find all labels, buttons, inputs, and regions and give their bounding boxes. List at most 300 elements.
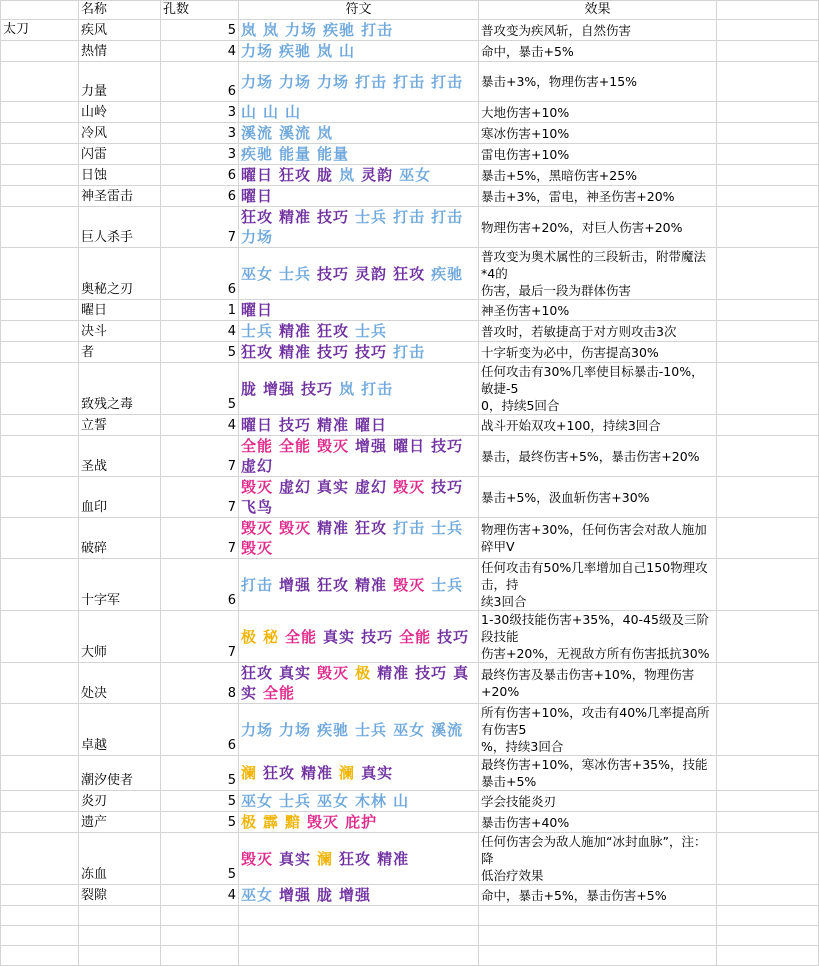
rune: 士兵: [279, 264, 312, 283]
category-cell[interactable]: [1, 41, 79, 62]
table-row: [1, 165, 819, 186]
effect-line: %，持续3回合: [481, 739, 564, 754]
category-cell[interactable]: [1, 812, 79, 833]
table-row: [1, 812, 819, 833]
effect-cell[interactable]: [479, 300, 717, 321]
rune: 岚: [241, 21, 258, 39]
rune: 技巧: [415, 664, 448, 682]
effect-cell[interactable]: [479, 165, 717, 186]
runes-cell[interactable]: [239, 20, 479, 41]
effect-line: 伤害+20%，无视敌方所有伤害抵抗30%: [481, 646, 710, 661]
effect-line: 暴击，最终伤害+5%，暴击伤害+20%: [481, 448, 700, 464]
slots-cell[interactable]: 6: [161, 704, 239, 756]
empty-cell[interactable]: [717, 704, 819, 756]
runes-cell[interactable]: [239, 186, 479, 207]
effect-line: 物理伤害+30%，任何伤害会对敌人施加碎甲V: [481, 522, 707, 554]
effect-cell[interactable]: [479, 207, 717, 248]
rune: 毁灭: [241, 539, 274, 557]
name-cell[interactable]: 处决: [79, 663, 161, 704]
effect-line: 寒冰伤害+10%: [481, 125, 570, 141]
table-row: [1, 663, 819, 704]
slots-cell[interactable]: 3: [161, 102, 239, 123]
empty-cell[interactable]: [717, 791, 819, 812]
rune: 狂攻: [279, 166, 312, 184]
effect-cell[interactable]: [479, 342, 717, 363]
name-cell[interactable]: 者: [79, 342, 161, 363]
rune: 极: [241, 813, 258, 831]
effect-cell[interactable]: [479, 123, 717, 144]
runes-cell[interactable]: [239, 363, 479, 415]
empty-cell[interactable]: [239, 946, 479, 966]
rune: 胧: [241, 379, 258, 398]
effect-line: 任何攻击有30%几率使目标暴击-10%，敏捷-5: [481, 364, 704, 396]
name-cell[interactable]: 日蚀: [79, 165, 161, 186]
rune: 打击: [431, 208, 464, 226]
name-cell[interactable]: 潮汐使者: [79, 756, 161, 791]
category-cell[interactable]: [1, 300, 79, 321]
empty-cell[interactable]: [479, 946, 717, 966]
rune: 澜: [339, 764, 356, 782]
category-cell[interactable]: [1, 342, 79, 363]
category-cell[interactable]: [1, 165, 79, 186]
runes-cell[interactable]: [239, 518, 479, 559]
rune: 胧: [317, 166, 334, 184]
rune: 士兵: [431, 575, 464, 594]
empty-cell[interactable]: [717, 144, 819, 165]
name-cell[interactable]: 冻血: [79, 833, 161, 885]
slots-cell[interactable]: 8: [161, 663, 239, 704]
runes-cell[interactable]: [239, 321, 479, 342]
category-cell[interactable]: 太刀: [1, 20, 79, 41]
effect-cell[interactable]: [479, 186, 717, 207]
empty-cell[interactable]: [717, 248, 819, 300]
rune: 士兵: [241, 322, 274, 340]
slots-cell[interactable]: 4: [161, 415, 239, 436]
header-runes: 符文: [239, 1, 479, 20]
rune: 毁灭: [241, 519, 274, 537]
runes-cell[interactable]: [239, 415, 479, 436]
name-cell[interactable]: 大师: [79, 611, 161, 663]
slots-cell[interactable]: 6: [161, 559, 239, 611]
runes-cell[interactable]: [239, 248, 479, 300]
slots-cell[interactable]: 7: [161, 611, 239, 663]
rune: 真实: [241, 664, 470, 702]
rune: 虚幻: [355, 478, 388, 496]
empty-cell[interactable]: [717, 885, 819, 906]
table-row: [1, 477, 819, 518]
effect-cell[interactable]: [479, 663, 717, 704]
rune: 技巧: [431, 437, 464, 455]
category-cell[interactable]: [1, 186, 79, 207]
empty-cell[interactable]: [79, 926, 161, 946]
rune: 技巧: [317, 208, 350, 226]
name-cell[interactable]: 致残之毒: [79, 363, 161, 415]
category-cell[interactable]: [1, 518, 79, 559]
table-row: [1, 207, 819, 248]
rune: 岚: [263, 21, 280, 39]
rune: 技巧: [355, 343, 388, 361]
rune: 灵韵: [361, 166, 394, 184]
empty-cell[interactable]: [717, 436, 819, 477]
rune: 狂攻: [263, 764, 296, 782]
rune: 力场: [279, 720, 312, 739]
empty-cell[interactable]: [717, 41, 819, 62]
runes-cell[interactable]: [239, 144, 479, 165]
name-cell[interactable]: 十字军: [79, 559, 161, 611]
rune: 胧: [317, 886, 334, 904]
rune: 溪流: [279, 124, 312, 142]
effect-line: 暴击+3%，物理伤害+15%: [481, 74, 638, 89]
effect-line: 暴击伤害+40%: [481, 814, 570, 830]
slots-cell[interactable]: 3: [161, 123, 239, 144]
effect-cell[interactable]: [479, 477, 717, 518]
rune: 岚: [339, 379, 356, 398]
empty-cell[interactable]: [717, 756, 819, 791]
rune: 真实: [317, 478, 350, 496]
effect-cell[interactable]: [479, 363, 717, 415]
rune: 曜日: [393, 437, 426, 455]
empty-cell[interactable]: [717, 321, 819, 342]
rune: 力场: [285, 21, 318, 39]
slots-cell[interactable]: 6: [161, 248, 239, 300]
rune: 虚幻: [241, 457, 274, 475]
rune: 溪流: [431, 720, 464, 739]
effect-line: 任何攻击有50%几率增加自己150物理攻击，持: [481, 560, 708, 592]
runes-cell[interactable]: [239, 102, 479, 123]
empty-cell[interactable]: [717, 123, 819, 144]
table-row: [1, 518, 819, 559]
effect-line: 暴击+5%，黑暗伤害+25%: [481, 167, 638, 183]
slots-cell[interactable]: 4: [161, 885, 239, 906]
name-cell[interactable]: 血印: [79, 477, 161, 518]
rune: 岚: [339, 166, 356, 184]
slots-cell[interactable]: 7: [161, 477, 239, 518]
effect-line: 暴击+3%，雷电，神圣伤害+20%: [481, 188, 675, 204]
name-cell[interactable]: 裂隙: [79, 885, 161, 906]
empty-cell[interactable]: [479, 926, 717, 946]
rune: 狂攻: [317, 322, 350, 340]
category-cell[interactable]: [1, 704, 79, 756]
slots-cell[interactable]: 5: [161, 791, 239, 812]
rune: 山: [241, 103, 258, 121]
effect-cell[interactable]: [479, 102, 717, 123]
empty-cell[interactable]: [717, 518, 819, 559]
name-cell[interactable]: 巨人杀手: [79, 207, 161, 248]
empty-cell[interactable]: [717, 102, 819, 123]
category-cell[interactable]: [1, 363, 79, 415]
effect-cell[interactable]: [479, 756, 717, 791]
empty-cell[interactable]: [239, 926, 479, 946]
empty-cell[interactable]: [79, 906, 161, 926]
slots-cell[interactable]: 5: [161, 756, 239, 791]
header-blank: [1, 1, 79, 20]
runes-cell[interactable]: [239, 611, 479, 663]
category-cell[interactable]: [1, 62, 79, 102]
empty-cell[interactable]: [717, 186, 819, 207]
rune: 士兵: [355, 720, 388, 739]
category-cell[interactable]: [1, 885, 79, 906]
empty-row: [1, 926, 819, 946]
rune: 岚: [317, 124, 334, 142]
rune: 澜: [317, 849, 334, 868]
category-cell[interactable]: [1, 415, 79, 436]
empty-cell[interactable]: [1, 946, 79, 966]
rune: 曜日: [355, 416, 388, 434]
slots-cell[interactable]: 1: [161, 300, 239, 321]
rune: 飞鸟: [241, 498, 274, 516]
effect-cell[interactable]: [479, 704, 717, 756]
runes-cell[interactable]: [239, 300, 479, 321]
name-cell[interactable]: 山岭: [79, 102, 161, 123]
category-cell[interactable]: [1, 559, 79, 611]
empty-cell[interactable]: [79, 946, 161, 966]
name-cell[interactable]: 闪雷: [79, 144, 161, 165]
effect-line: 最终伤害+10%，寒冰伤害+35%，技能暴击+5%: [481, 757, 708, 789]
slots-cell[interactable]: 7: [161, 436, 239, 477]
category-cell[interactable]: [1, 791, 79, 812]
empty-cell[interactable]: [717, 363, 819, 415]
effect-line: 任何伤害会为敌人施加“冰封血脉”，注：降: [481, 834, 707, 866]
rune: 黯: [285, 813, 302, 831]
runes-cell[interactable]: [239, 663, 479, 704]
category-cell[interactable]: [1, 123, 79, 144]
name-cell[interactable]: 力量: [79, 62, 161, 102]
effect-cell[interactable]: [479, 415, 717, 436]
effect-line: 雷电伤害+10%: [481, 146, 570, 162]
empty-cell[interactable]: [1, 906, 79, 926]
effect-cell[interactable]: [479, 20, 717, 41]
header-extra: [717, 1, 819, 20]
effect-cell[interactable]: [479, 62, 717, 102]
rune: 巫女: [241, 264, 274, 283]
category-cell[interactable]: [1, 756, 79, 791]
empty-cell[interactable]: [717, 812, 819, 833]
empty-cell[interactable]: [717, 611, 819, 663]
empty-cell[interactable]: [717, 926, 819, 946]
runes-cell[interactable]: [239, 165, 479, 186]
category-cell[interactable]: [1, 248, 79, 300]
table-row: [1, 704, 819, 756]
runes-cell[interactable]: [239, 123, 479, 144]
table-row: [1, 186, 819, 207]
empty-row: [1, 946, 819, 966]
effect-line: 普攻时，若敏捷高于对方则攻击3次: [481, 323, 677, 339]
table-row: [1, 300, 819, 321]
runes-cell[interactable]: [239, 436, 479, 477]
empty-cell[interactable]: [717, 20, 819, 41]
rune: 毁灭: [393, 575, 426, 594]
rune: 巫女: [317, 792, 350, 810]
empty-cell[interactable]: [1, 926, 79, 946]
empty-cell[interactable]: [161, 926, 239, 946]
name-cell[interactable]: 遗产: [79, 812, 161, 833]
rune: 全能: [241, 437, 274, 455]
runes-cell[interactable]: [239, 62, 479, 102]
category-cell[interactable]: [1, 663, 79, 704]
name-cell[interactable]: 破碎: [79, 518, 161, 559]
table-row: [1, 102, 819, 123]
effect-cell[interactable]: [479, 559, 717, 611]
effect-cell[interactable]: [479, 518, 717, 559]
empty-cell[interactable]: [161, 906, 239, 926]
category-cell[interactable]: [1, 102, 79, 123]
rune: 打击: [361, 379, 394, 398]
empty-cell[interactable]: [717, 62, 819, 102]
effect-line: 神圣伤害+10%: [481, 302, 570, 318]
runes-cell[interactable]: [239, 885, 479, 906]
rune: 毁灭: [241, 849, 274, 868]
category-cell[interactable]: [1, 833, 79, 885]
rune: 精准: [377, 849, 410, 868]
effect-line: 命中，暴击+5%，暴击伤害+5%: [481, 887, 667, 903]
rune: 力场: [241, 42, 274, 60]
empty-cell[interactable]: [717, 833, 819, 885]
rune: 曜日: [241, 166, 274, 184]
rune: 极: [355, 664, 372, 682]
name-cell[interactable]: 圣战: [79, 436, 161, 477]
slots-cell[interactable]: 4: [161, 41, 239, 62]
effect-cell[interactable]: [479, 611, 717, 663]
runes-cell[interactable]: [239, 704, 479, 756]
slots-cell[interactable]: 5: [161, 342, 239, 363]
runes-cell[interactable]: [239, 41, 479, 62]
slots-cell[interactable]: 6: [161, 165, 239, 186]
empty-cell[interactable]: [717, 165, 819, 186]
rune: 疾驰: [317, 720, 350, 739]
rune: 巫女: [241, 792, 274, 810]
empty-row: [1, 906, 819, 926]
effect-cell[interactable]: [479, 791, 717, 812]
rune: 毁灭: [393, 478, 426, 496]
rune: 真实: [323, 627, 356, 646]
runes-cell[interactable]: [239, 559, 479, 611]
empty-cell[interactable]: [717, 477, 819, 518]
rune: 士兵: [431, 519, 464, 537]
category-cell[interactable]: [1, 477, 79, 518]
rune: 力场: [241, 228, 274, 246]
effect-cell[interactable]: [479, 41, 717, 62]
name-cell[interactable]: 冷风: [79, 123, 161, 144]
rune: 狂攻: [355, 519, 388, 537]
table-row: [1, 20, 819, 41]
runes-cell[interactable]: [239, 833, 479, 885]
runes-cell[interactable]: [239, 342, 479, 363]
rune: 打击: [393, 343, 426, 361]
empty-cell[interactable]: [717, 663, 819, 704]
name-cell[interactable]: 奥秘之刃: [79, 248, 161, 300]
empty-cell[interactable]: [717, 342, 819, 363]
table-row: [1, 611, 819, 663]
empty-cell[interactable]: [717, 906, 819, 926]
empty-cell[interactable]: [717, 300, 819, 321]
empty-cell[interactable]: [161, 946, 239, 966]
rune: 精准: [317, 416, 350, 434]
slots-cell[interactable]: 6: [161, 62, 239, 102]
runes-cell[interactable]: [239, 756, 479, 791]
name-cell[interactable]: 决斗: [79, 321, 161, 342]
rune: 力场: [317, 72, 350, 91]
effect-cell[interactable]: [479, 321, 717, 342]
rune: 曜日: [241, 187, 274, 205]
slots-cell[interactable]: 6: [161, 186, 239, 207]
rune: 毁灭: [241, 478, 274, 496]
rune: 精准: [279, 208, 312, 226]
rune: 打击: [393, 72, 426, 91]
effect-cell[interactable]: [479, 144, 717, 165]
rune: 巫女: [393, 720, 426, 739]
empty-cell[interactable]: [717, 559, 819, 611]
category-cell[interactable]: [1, 436, 79, 477]
slots-cell[interactable]: 5: [161, 363, 239, 415]
slots-cell[interactable]: 7: [161, 207, 239, 248]
name-cell[interactable]: 曜日: [79, 300, 161, 321]
effect-cell[interactable]: [479, 885, 717, 906]
runes-cell[interactable]: [239, 812, 479, 833]
rune: 士兵: [279, 792, 312, 810]
effect-line: 大地伤害+10%: [481, 104, 570, 120]
effect-cell[interactable]: [479, 436, 717, 477]
effect-cell[interactable]: [479, 833, 717, 885]
rune: 岚: [317, 42, 334, 60]
slots-cell[interactable]: 5: [161, 812, 239, 833]
category-cell[interactable]: [1, 144, 79, 165]
slots-cell[interactable]: 4: [161, 321, 239, 342]
slots-cell[interactable]: 5: [161, 833, 239, 885]
rune: 极: [241, 627, 258, 646]
rune: 狂攻: [339, 849, 372, 868]
empty-cell[interactable]: [479, 906, 717, 926]
rune: 技巧: [437, 627, 470, 646]
effect-line: 低治疗效果: [481, 868, 544, 883]
slots-cell[interactable]: 3: [161, 144, 239, 165]
effect-cell[interactable]: [479, 248, 717, 300]
rune: 打击: [241, 575, 274, 594]
slots-cell[interactable]: 7: [161, 518, 239, 559]
rune: 疾驰: [431, 264, 464, 283]
table-row: [1, 41, 819, 62]
rune: 狂攻: [241, 208, 274, 226]
rune: 精准: [279, 343, 312, 361]
empty-cell[interactable]: [717, 946, 819, 966]
effect-cell[interactable]: [479, 812, 717, 833]
effect-line: 暴击+5%，汲血斩伤害+30%: [481, 489, 650, 505]
category-cell[interactable]: [1, 321, 79, 342]
table-row: [1, 321, 819, 342]
name-cell[interactable]: 热情: [79, 41, 161, 62]
empty-cell[interactable]: [717, 207, 819, 248]
rune: 能量: [317, 145, 350, 163]
slots-cell[interactable]: 5: [161, 20, 239, 41]
name-cell[interactable]: 神圣雷击: [79, 186, 161, 207]
rune: 狂攻: [317, 575, 350, 594]
runes-cell[interactable]: [239, 207, 479, 248]
rune: 全能: [285, 627, 318, 646]
rune: 毁灭: [307, 813, 340, 831]
name-cell[interactable]: 疾风: [79, 20, 161, 41]
category-cell[interactable]: [1, 611, 79, 663]
runes-cell[interactable]: [239, 477, 479, 518]
table-row: [1, 62, 819, 102]
rune: 技巧: [361, 627, 394, 646]
runes-cell[interactable]: [239, 791, 479, 812]
empty-cell[interactable]: [239, 906, 479, 926]
name-cell[interactable]: 立誓: [79, 415, 161, 436]
empty-cell[interactable]: [717, 415, 819, 436]
rune: 疾驰: [241, 145, 274, 163]
category-cell[interactable]: [1, 207, 79, 248]
name-cell[interactable]: 卓越: [79, 704, 161, 756]
name-cell[interactable]: 炎刃: [79, 791, 161, 812]
